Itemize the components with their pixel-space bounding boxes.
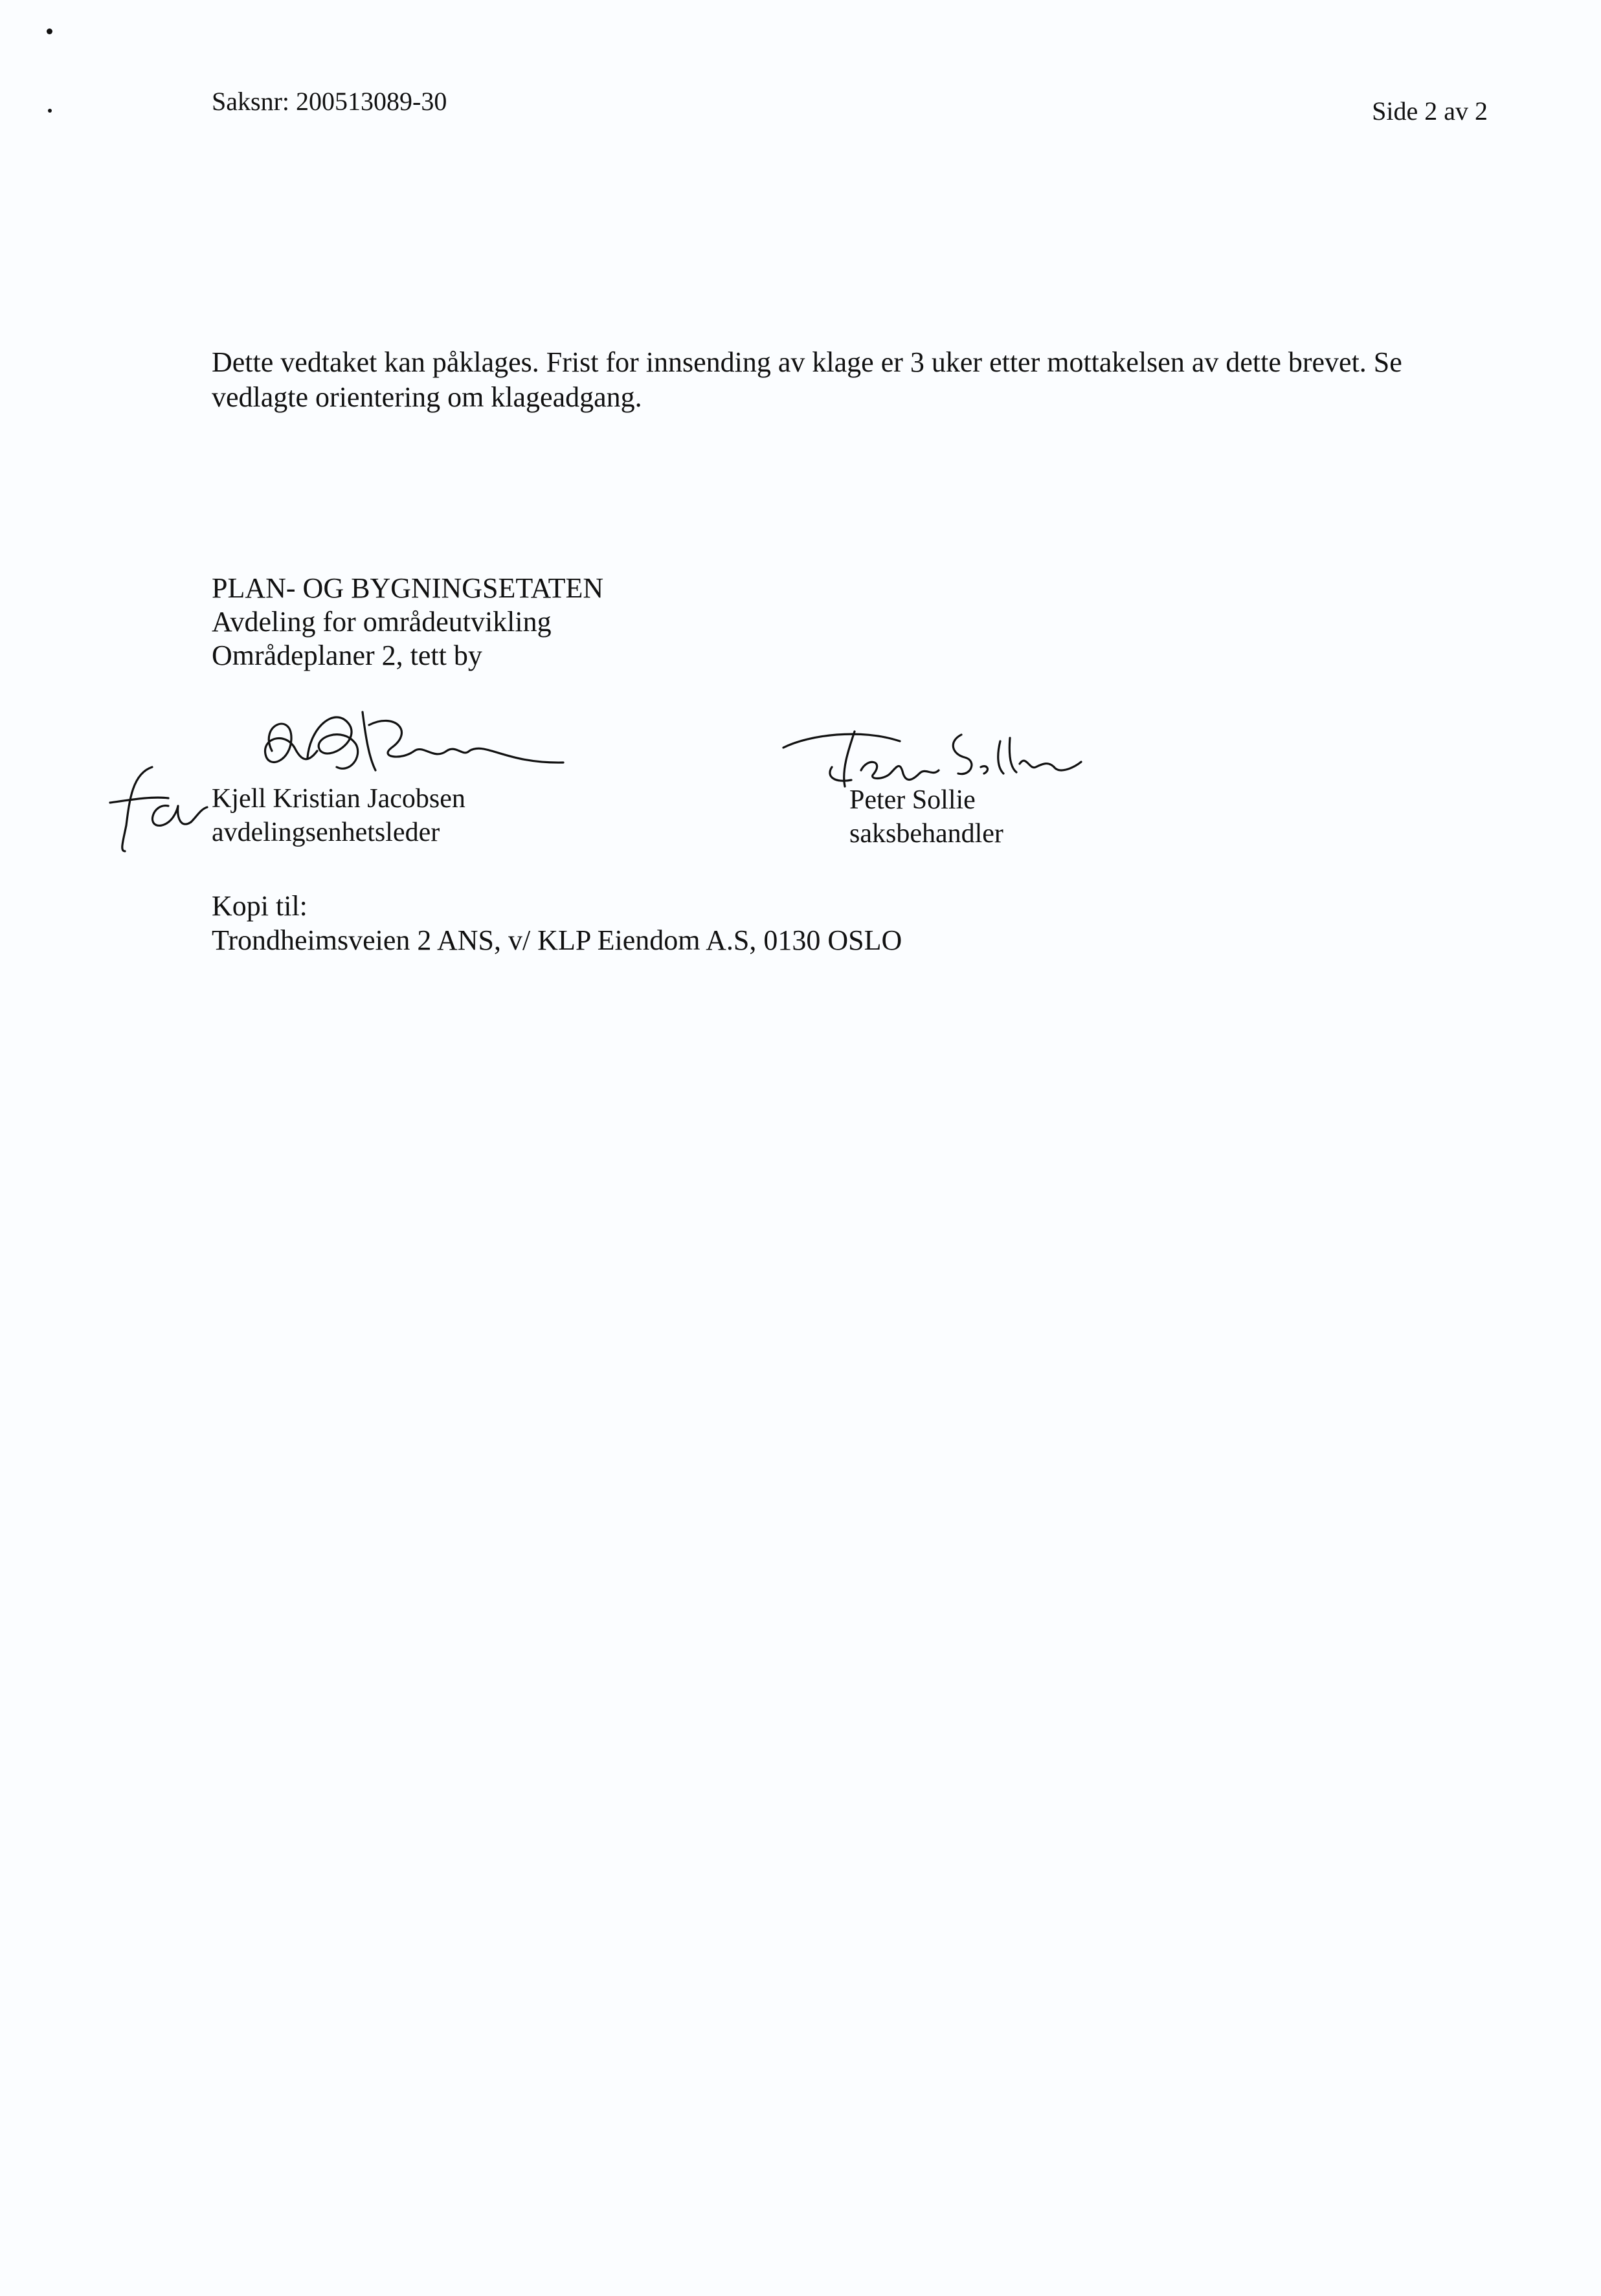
signatory-jacobsen <box>212 782 465 849</box>
organization-name: PLAN- OG BYGNINGSETATEN <box>212 572 604 604</box>
signatory-sollie <box>849 783 1003 851</box>
copy-block <box>212 889 902 957</box>
unit-name: Områdeplaner 2, tett by <box>212 640 482 671</box>
page-indicator: Side 2 av 2 <box>1372 96 1488 126</box>
signature-prefix-fa <box>107 761 217 854</box>
department-name: Avdeling for områdeutvikling <box>212 606 552 638</box>
case-number: Saksnr: 200513089-30 <box>212 87 447 116</box>
scan-speck <box>47 28 52 34</box>
signatory-title: saksbehandler <box>849 819 1003 849</box>
signatory-name: Peter Sollie <box>849 785 976 815</box>
copy-recipient: Trondheimsveien 2 ANS, v/ KLP Eiendom A.S, 0130 OSLO <box>212 924 902 956</box>
appeal-notice: Dette vedtaket kan påklages. Frist for innsending av klage er 3 uker etter mottakelsen av dette brevet. Se vedlagte orientering om klageadgang. <box>212 346 1402 413</box>
scan-speck <box>48 109 52 113</box>
signatory-title: avdelingsenhetsleder <box>212 818 440 847</box>
signatory-name: Kjell Kristian Jacobsen <box>212 784 465 814</box>
copy-label: Kopi til: <box>212 890 308 922</box>
organization-block <box>212 572 603 673</box>
